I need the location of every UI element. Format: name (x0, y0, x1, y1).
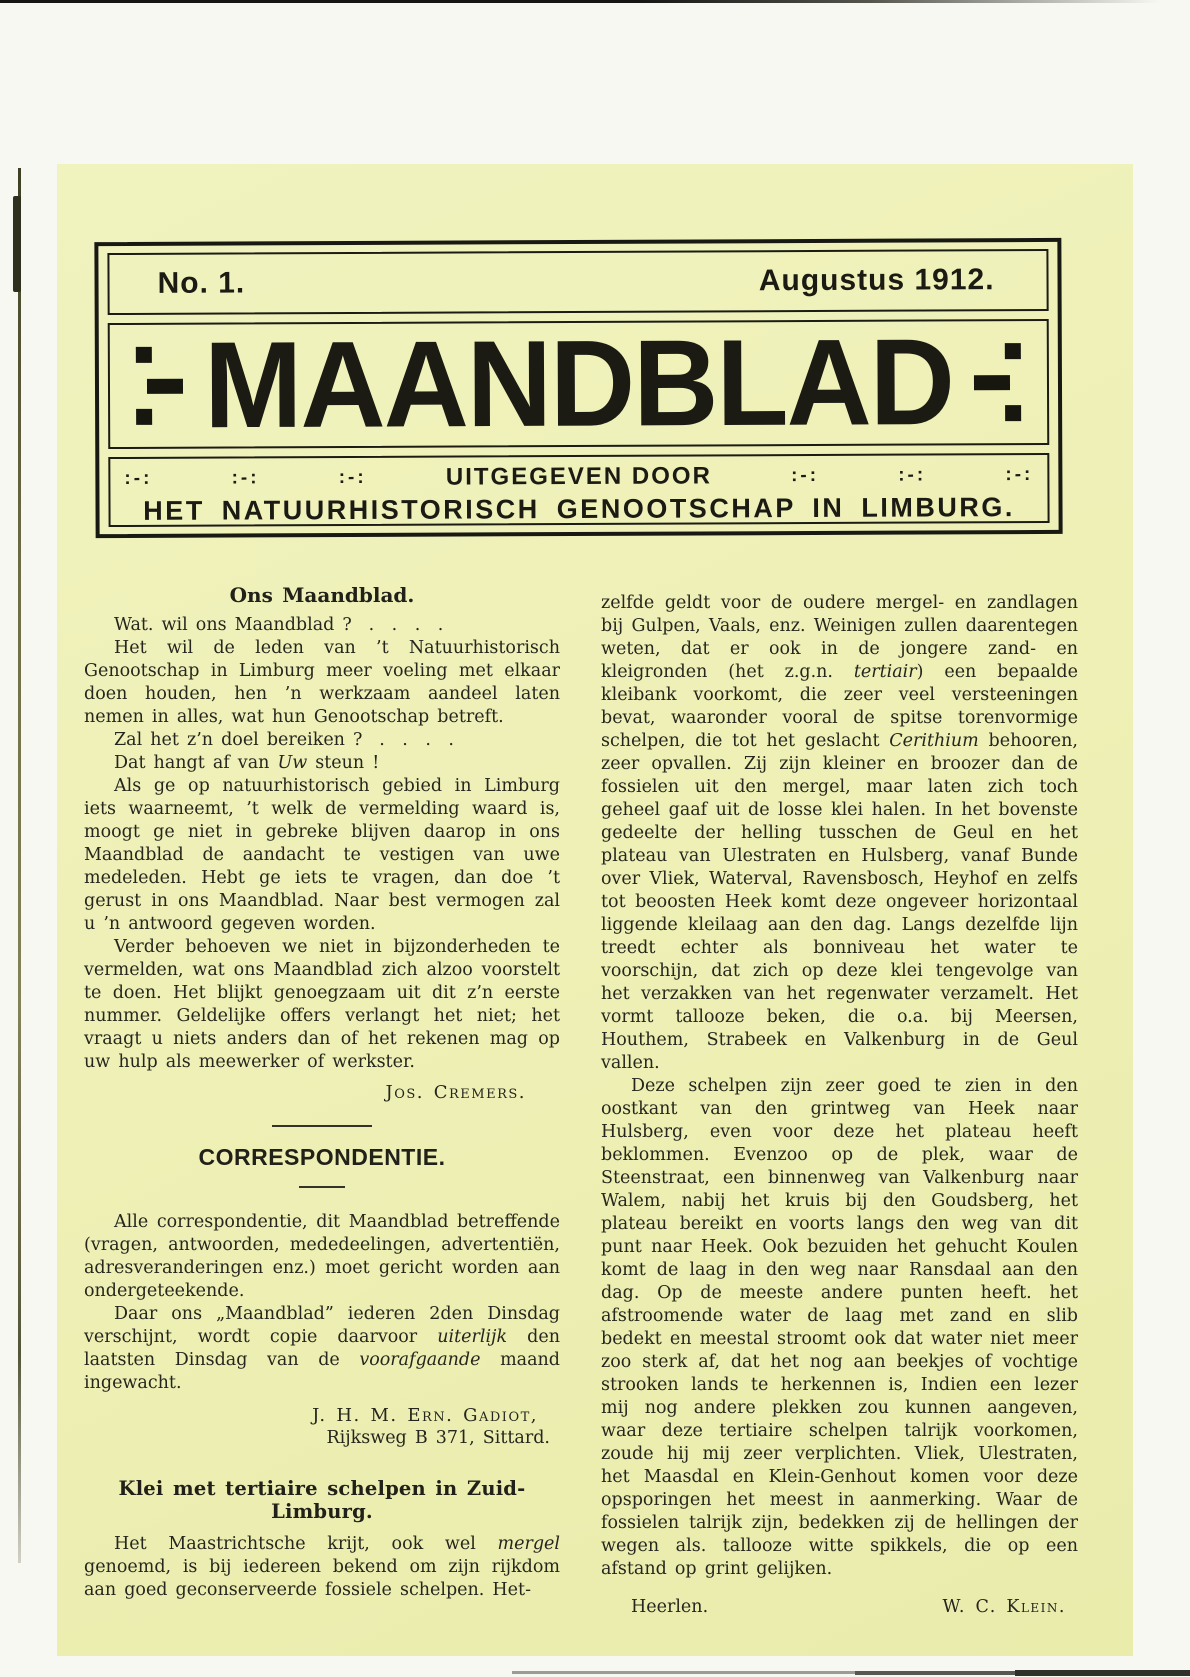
signature-jos-cremers: Jos. Cremers. (385, 1082, 526, 1103)
colon-dash-tick-icon: :-: (231, 467, 260, 489)
issue-number: No. 1. (157, 266, 246, 300)
imprint-line2: HET NATUURHISTORISCH GENOOTSCHAP IN LIMBURG. (143, 492, 1015, 526)
colon-dash-ornament-icon (136, 347, 183, 425)
article-body (84, 1533, 560, 1602)
article-body (601, 592, 1078, 1581)
paragraph: Daar ons „Maandblad” iederen 2den Dinsdag verschijnt, wordt copie daarvoor uiterlijk den laatsten Dinsdag van de voorafgaande maand ingewacht. (84, 1304, 560, 1393)
signoff-name: W. C. Klein. (942, 1597, 1066, 1617)
scan-edge-top-line (0, 0, 1160, 3)
colon-dash-tick-icon: :-: (124, 467, 153, 489)
article-body (84, 1211, 560, 1395)
scan-edge-bottom-line-darkest (1015, 1670, 1190, 1676)
masthead-title: MAANDBLAD (203, 313, 954, 455)
paragraph: Deze schelpen zijn zeer goed te zien in den oostkant van den grintweg van Heek naar Hulsberg, even voor deze het plateau heeft beklommen. Evenzoo op de plek, waar de Steenstraat, een binnenweg van Valkenburg naar Walem, nabij het kruis bij den Goudsberg, het plateau bereikt en voorts langs den weg van dit punt naar Heek. Ook bezuiden het gehucht Koulen komt de laag in den weg naar Ransdaal aan den dag. Op de meeste andere punten heeft. het afstroomende water de laag met zand en slib bedekt en meestal stroomt ook dat water niet meer zoo sterk af, dat het nog aan beekjes of vochtige strooken lands te herkennen is, Indien een lezer mij nog andere plekken zou kunnen aangeven, waar deze tertiaire schelpen talrijk voorkomen, zoude hij mij zeer verplichten. Vliek, Ulestraten, het Maasdal en Klein-Genhout komen voor deze opsporingen het meest in aanmerking. Waar de fossielen talrijk zijn, bedekken zij de hellingen der wegen als. tallooze witte spikkels, die op een afstand op grint gelijken. (601, 1076, 1078, 1579)
signature-address: Rijksweg B 371, Sittard. (326, 1428, 550, 1448)
scan-edge-left-line (18, 168, 21, 1563)
colon-dash-tick-icon: :-: (898, 464, 927, 486)
imprint-label: UITGEGEVEN DOOR (445, 462, 712, 491)
signature-gadiot (84, 1404, 560, 1450)
article-body (84, 614, 560, 1074)
article-title-ons-maandblad: Ons Maandblad. (229, 583, 415, 607)
paragraph: Zal het z’n doel bereiken ? . . . . (114, 730, 454, 750)
colon-dash-tick-icon: :-: (338, 466, 367, 489)
issue-date: Augustus 1912. (758, 263, 995, 298)
section-divider-small (299, 1186, 345, 1188)
paragraph: Dat hangt af van Uw steun ! (114, 753, 380, 773)
paragraph: Als ge op natuurhistorisch gebied in Limburg iets waarneemt, ’t welk de vermelding waard is, moogt ge niet in gebreke blijven daarop in ons Maandblad de aandacht te vestigen van uwe medeleden. Hebt ge iets te vragen, dan doe ’t gerust in ons Maandblad. Naar best vermogen zal u ’n antwoord gegeven worden. (84, 776, 560, 934)
article-title-correspondentie: CORRESPONDENTIE. (198, 1144, 446, 1170)
paragraph: zelfde geldt voor de oudere mergel- en zandlagen bij Gulpen, Vaals, enz. Weinigen zullen daarentegen weten, dat er ook in de jongere zand- en kleigronden (het z.g.n. tertiair) een bepaalde kleibank voorkomt, die zeer veel versteeningen bevat, waaronder vooral de spitse torenvormige schelpen, die tot het geslacht Cerithium behooren, zeer opvallen. Zij zijn kleiner en broozer dan de fossielen uit den mergel, maar laten zich toch geheel gaaf uit de losse klei halen. In het bovenste gedeelte der helling tusschen de Geul en het plateau van Ulestraten en Hulsberg, vanaf Bunde over Vliek, Waterval, Ravensbosch, Heyhof en zelfs tot beoosten Heek komt deze ongeveer horizontaal liggende kleilaag aan den dag. Langs dezelfde lijn treedt echter als bonniveau het water te voorschijn, dat zich op deze klei tengevolge van het verzakken van het regenwater verzamelt. Het vormt tallooze beken, die o.a. bij Meersen, Houthem, Strabeek en Valkenburg in de Geul vallen. (601, 593, 1078, 1073)
signoff-place: Heerlen. (631, 1597, 709, 1617)
colon-dash-tick-icon: :-: (791, 464, 820, 487)
paragraph: Verder behoeven we niet in bijzonderheden te vermelden, wat ons Maandblad zich alzoo voorstelt te doen. Het blijkt genoegzaam uit dit z’n eerste nummer. Geldelijke offers verlangt het niet; het vraagt u niets anders dan of het rekenen mag op uw hulp als meewerker of werkster. (84, 937, 560, 1072)
paragraph: Het wil de leden van ’t Natuurhistorisch Genootschap in Limburg meer voeling met elkaar doen houden, hen ’n werkzaam aandeel laten nemen in alles, wat hun Genootschap betreft. (84, 638, 560, 727)
left-column (84, 584, 560, 1602)
colon-dash-tick-icon: :-: (1005, 464, 1034, 486)
imprint-line1 (124, 461, 1033, 493)
dash-colon-ornament-icon (974, 343, 1021, 421)
paragraph: Wat. wil ons Maandblad ? . . . . (114, 615, 444, 635)
signature-name: J. H. M. Ern. Gadiot, (312, 1405, 538, 1426)
article-title-klei: Klei met tertiaire schelpen in Zuid-Limburg. (118, 1477, 526, 1523)
scan-edge-left-mark (13, 196, 21, 292)
section-divider (272, 1125, 372, 1127)
imprint-box (108, 453, 1049, 527)
paragraph: Alle correspondentie, dit Maandblad betreffende (vragen, antwoorden, mededeelingen, advertentiën, adresveranderingen enz.) moet gericht worden aan ondergeteekende. (84, 1212, 560, 1301)
issue-date-box (107, 249, 1048, 315)
paragraph: Het Maastrichtsche krijt, ook wel mergel genoemd, is bij iedereen bekend om zijn rijkdom aan goed geconserveerde fossiele schelpen. Het- (84, 1534, 560, 1600)
right-column (601, 592, 1078, 1619)
signoff-row (601, 1596, 1078, 1619)
masthead-title-box (108, 313, 1050, 455)
masthead-box (94, 238, 1062, 538)
